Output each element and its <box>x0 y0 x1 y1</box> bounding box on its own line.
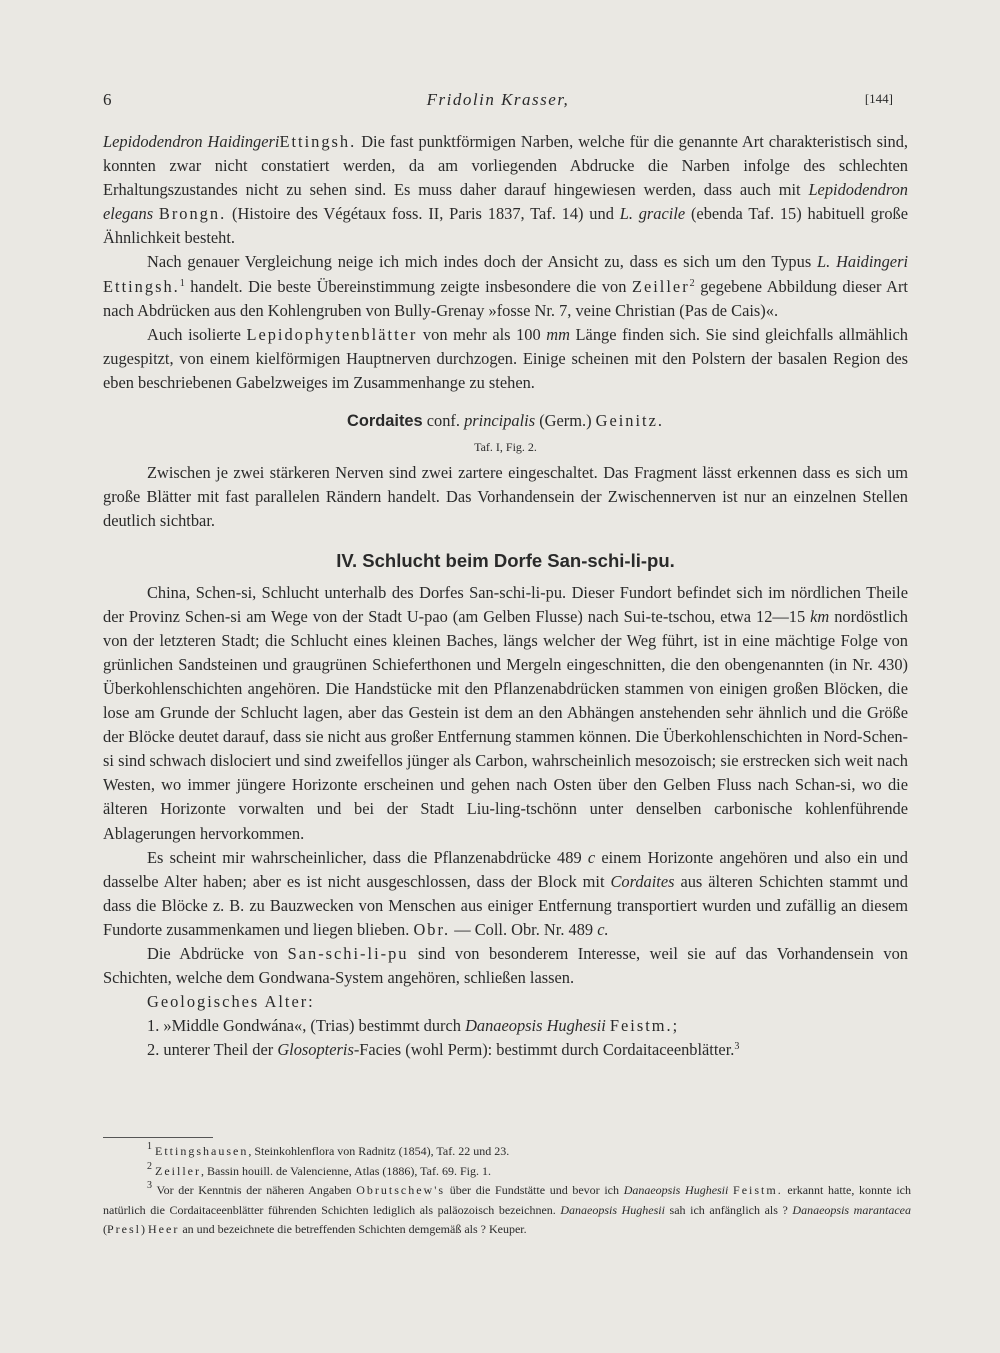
author-name: Ettingshausen <box>155 1144 249 1158</box>
list-heading: Geologisches Alter: <box>147 992 315 1012</box>
taxon-name: L. gracile <box>619 204 686 224</box>
taxon-name: Danaeopsis Hughesii <box>560 1202 665 1217</box>
author-name: Feistm. <box>609 1016 673 1036</box>
taxon-name: Lepidodendron Haidingeri <box>103 132 280 151</box>
unit: km <box>810 606 830 626</box>
cordaites-heading <box>103 409 908 433</box>
text-run: über die Fundstätte und bevor ich <box>445 1183 624 1197</box>
footnote-2 <box>103 1162 911 1182</box>
page-number: 6 <box>103 90 112 109</box>
text-run: einem Horizonte angehören und also ein und dasselbe Alter haben; aber es ist nicht ausgeschlossen, dass der Block mit <box>103 847 908 891</box>
genus-name: Cordaites <box>347 412 423 431</box>
taxon-name: Cordaites <box>610 871 675 891</box>
paragraph-gondwana <box>103 942 908 990</box>
text-run: , Steinkohlenflora von Radnitz (1854), Taf. 22 und 23. <box>248 1144 510 1158</box>
paragraph-lepidophyten <box>103 323 908 395</box>
author-name: Obrutschew's <box>356 1183 446 1197</box>
paragraph-horizont <box>103 846 908 942</box>
text-run: aus älteren Schichten stammt und dass die Blöcke z. B. zu Bauzwecken von Menschen aus einiger Entfernung transportiert wurden und zufällig an diesem Fundorte zusammenkamen und liegen blieben. <box>103 871 909 939</box>
text-run: ) <box>141 1222 148 1236</box>
taxon-name: Danaeopsis Hughesii <box>623 1183 729 1197</box>
text-run: Es scheint mir wahrscheinlicher, dass die Pflanzenabdrücke 489 <box>147 847 588 867</box>
plate-reference: Taf. I, Fig. 2. <box>474 440 537 455</box>
unit: mm <box>546 324 570 344</box>
text-run: sind von besonderem Interesse, weil sie auf das Vorhandensein von Schichten, welche dem Gondwana-System angehören, schließen lassen. <box>103 944 908 988</box>
text-run: (Histoire des Végétaux foss. II, Paris 1837, Taf. 14) und <box>226 204 620 224</box>
text-run: Auch isolierte <box>147 324 247 344</box>
text-run: 2. unterer Theil der <box>147 1040 278 1060</box>
footnote-ref: 1 <box>179 277 185 289</box>
specimen-letter: c. <box>597 919 609 939</box>
list-item <box>103 1038 908 1062</box>
text-run: Die Abdrücke von <box>147 944 288 963</box>
author-name: Geinitz. <box>595 411 664 431</box>
running-head-author: Fridolin Krasser, <box>426 90 570 109</box>
footnote-ref: 3 <box>734 1041 740 1053</box>
text-run: erkannt hatte, konnte ich natürlich die Cordaitaceenblätter führenden Schichten lediglich als paläozoisch bezeichnen. <box>103 1183 912 1217</box>
list-item <box>103 1014 908 1038</box>
author-name: Ettingsh. <box>279 132 357 151</box>
collector-name: Obr. <box>413 919 451 939</box>
text-run: an und bezeichnete die betreffenden Schichten demgemäß als ? Keuper. <box>179 1222 527 1236</box>
text-run: Die fast punktförmigen Narben, welche für die genannte Art charakteristisch sind, konnten zwar nicht constatiert werden, da am vorliegenden Abdrucke die Narben infolge des schlechten Erhaltungszustandes nicht zu sehen sind. Es muss daher darauf hingewiesen werden, dass auch mit <box>103 132 908 200</box>
footnote-number: 2 <box>147 1160 152 1172</box>
paragraph-cordaites: Zwischen je zwei stärkeren Nerven sind zwei zartere eingeschaltet. Das Fragment lässt erkennen dass es sich um große Blätter mit fast parallelen Rändern handelt. Das Vorhandensein der Zwischennerven ist nur an einzelnen Stellen deutlich sichtbar. <box>103 463 908 531</box>
specimen-letter: c <box>587 847 596 867</box>
text-run: conf. <box>422 411 465 431</box>
taxon-name: L. Haidingeri <box>817 252 909 272</box>
body-text <box>103 130 908 1062</box>
locality-name: San-schi-li-pu <box>287 944 409 963</box>
author-name: Zeiller <box>155 1163 201 1178</box>
section-title: IV. Schlucht beim Dorfe San-schi-li-pu. <box>336 549 675 571</box>
species-name: principalis <box>464 411 536 431</box>
footnote-divider <box>103 1137 213 1138</box>
text-run: — Coll. Obr. Nr. 489 <box>450 919 598 939</box>
text-run: handelt. Die beste Übereinstimmung zeigte insbesondere die von <box>184 276 632 296</box>
text-run: Länge finden sich. Sie sind gleichfalls allmählich zugespitzt, von einem kielförmigen Hauptnerven durchzogen. Einige scheinen mit den Polstern der basalen Region des eben beschriebenen Gabelzweiges im Zusammenhange zu stehen. <box>103 324 909 392</box>
author-name: Brongn. <box>158 204 227 224</box>
geological-age-list <box>103 990 908 1062</box>
author-name: Feistm. <box>733 1183 783 1197</box>
taxon-name: Lepidodendron elegans <box>103 180 908 224</box>
paragraph-vergleichung <box>103 250 908 322</box>
author-name: Ettingsh. <box>103 276 180 296</box>
text-run: nordöstlich von der letzteren Stadt; die Schlucht eines kleinen Baches, längs welcher der Weg führt, ist in eine mächtige Folge von grünlichen Sandsteinen und graugrünen Schieferthonen und Mergeln eingeschnitten, die den obengenannten (in Nr. 430) Überkohlenschichten angehören. Die Handstücke mit den Pflanzenabdrücken stammen von einigen großen Blöcken, die lose am Grunde der Schlucht lagen, aber das Gestein ist dem an den Abhängen anstehenden sehr ähnlich und die Größe der Blöcke deutet darauf, dass sie nicht aus großer Entfernung stammen können. Die Überkohlenschichten in Nord-Schen-si sind schwach dislociert und sind zweifellos jünger als Carbon, wahrscheinlich mesozoisch; sie erstrecken sich weit nach Westen, wo immer jüngere Horizonte erscheinen und gehen nach Osten über den Gelben Fluss nach Schan-si, wo die älteren Horizonte vorwalten und bei der Stadt Liu-ling-tschönn unter denselben carbonische kohlenführende Ablagerungen hervorkommen. <box>103 606 908 843</box>
page-header <box>103 90 893 114</box>
text-run: von mehr als 100 <box>417 324 547 344</box>
footnote-1 <box>103 1142 911 1162</box>
footnote-number: 3 <box>147 1180 152 1191</box>
text-run: Vor der Kenntnis der näheren Angaben <box>152 1183 357 1197</box>
text-run: Nach genauer Vergleichung neige ich mich indes doch der Ansicht zu, dass es sich um den Typus <box>147 252 818 272</box>
bracket-page-number: [144] <box>864 91 893 106</box>
author-name: Presl <box>107 1222 141 1236</box>
taxon-name: Danaeopsis marantacea <box>792 1202 911 1217</box>
footnote-ref: 2 <box>689 277 695 289</box>
text-run: 1. »Middle Gondwána«, (Trias) bestimmt durch <box>147 1016 466 1036</box>
paragraph-fundort <box>103 581 908 846</box>
text-run: China, Schen-si, Schlucht unterhalb des Dorfes San-schi-li-pu. Dieser Fundort befindet sich im nördlichen Theile der Provinz Schen-si am Wege von der Stadt U-pao (am Gelben Flusse) nach Sui-te-tschou, etwa 12—15 <box>103 582 908 626</box>
footnote-number: 1 <box>147 1141 152 1152</box>
author-name: Zeiller <box>631 276 690 296</box>
footnote-3 <box>103 1181 911 1240</box>
author-name: Heer <box>148 1222 180 1236</box>
taxon-name: Danaeopsis Hughesii <box>465 1016 606 1036</box>
text-run: -Facies (wohl Perm): bestimmt durch Cordaitaceenblätter. <box>353 1040 735 1060</box>
text-run: sah ich anfänglich als ? <box>664 1202 793 1217</box>
taxon-name: Glosopteris <box>277 1040 354 1060</box>
text-run: (Germ.) <box>535 411 596 431</box>
spaced-term: Lepidophytenblätter <box>246 324 418 344</box>
paragraph-lepidodendron <box>103 130 908 250</box>
text-run: , Bassin houill. de Valencienne, Atlas (1886), Taf. 69. Fig. 1. <box>200 1163 491 1178</box>
text-run: ( <box>103 1222 107 1236</box>
text-run: (ebenda Taf. 15) habituell große Ähnlichkeit besteht. <box>103 204 908 248</box>
text-run: ; <box>672 1016 678 1036</box>
footnotes <box>103 1142 911 1240</box>
text-run: gegebene Abbildung dieser Art nach Abdrücken aus den Kohlengruben von Bully-Grenay »fosse Nr. 7, veine Christian (Pas de Cais)«. <box>103 276 908 320</box>
